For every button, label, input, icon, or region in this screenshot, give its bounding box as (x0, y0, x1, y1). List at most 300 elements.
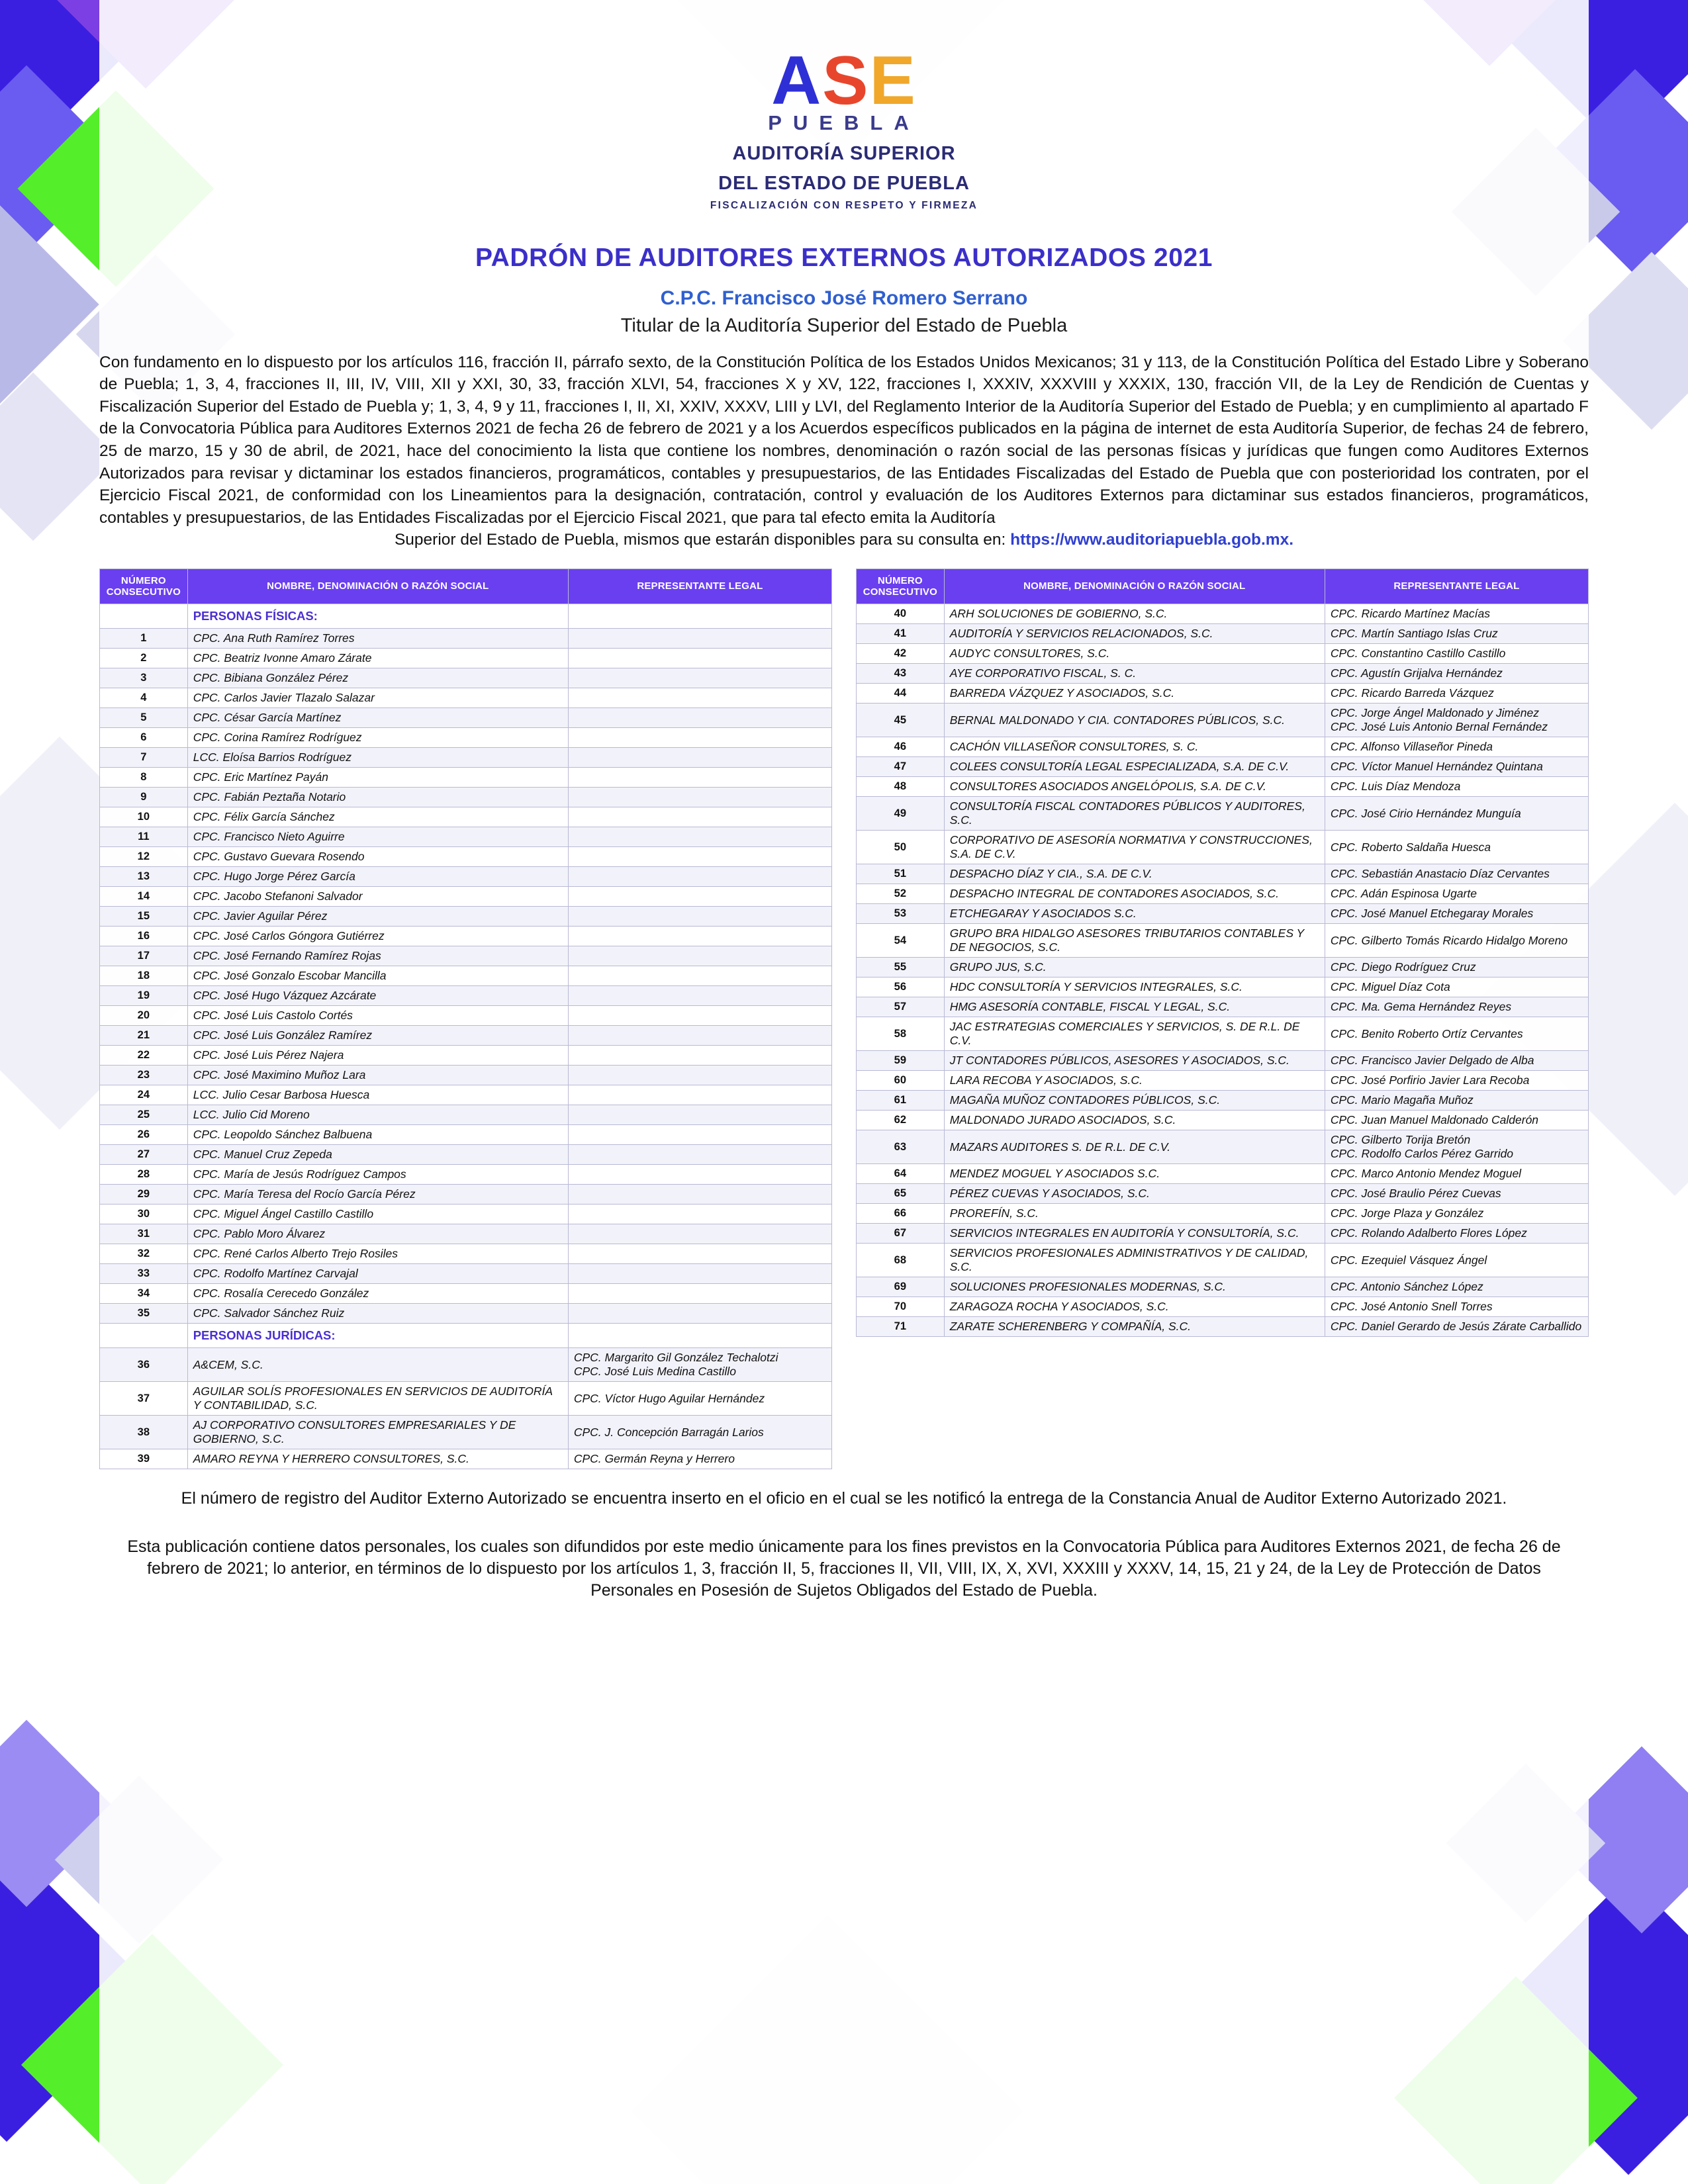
table-row (857, 864, 1589, 884)
table-row (100, 1382, 832, 1416)
table-cell-representative (568, 1165, 831, 1185)
table-cell-number: 41 (857, 624, 945, 644)
official-name: C.P.C. Francisco José Romero Serrano (660, 287, 1028, 309)
table-cell-number: 53 (857, 904, 945, 924)
table-cell-representative (568, 649, 831, 668)
table-cell-number: 70 (857, 1297, 945, 1317)
official-role: Titular de la Auditoría Superior del Estado de Puebla (620, 314, 1068, 336)
table-row (100, 986, 832, 1006)
table-cell-number: 68 (857, 1244, 945, 1277)
table-cell-name: SERVICIOS PROFESIONALES ADMINISTRATIVOS Y DE CALIDAD, S.C. (944, 1244, 1325, 1277)
table-cell-representative (568, 1046, 831, 1066)
table-cell-number: 11 (100, 827, 188, 847)
table-section-header (100, 604, 832, 629)
table-row (857, 1017, 1589, 1051)
table-row (100, 1264, 832, 1284)
table-cell-number: 28 (100, 1165, 188, 1185)
table-cell-representative (568, 1125, 831, 1145)
col-header-number (100, 569, 188, 604)
table-cell-number: 54 (857, 924, 945, 958)
table-cell-name: A&CEM, S.C. (187, 1348, 568, 1382)
table-cell-number: 40 (857, 604, 945, 624)
table-cell-name: CPC. César García Martínez (187, 708, 568, 728)
table-cell-number: 10 (100, 807, 188, 827)
table-cell-name: CPC. José Maximino Muñoz Lara (187, 1066, 568, 1085)
table-cell-name: AYE CORPORATIVO FISCAL, S. C. (944, 664, 1325, 684)
table-row (100, 847, 832, 867)
table-row (100, 688, 832, 708)
table-cell-name: HMG ASESORÍA CONTABLE, FISCAL Y LEGAL, S.C. (944, 997, 1325, 1017)
table-cell-number: 57 (857, 997, 945, 1017)
table-cell-representative: CPC. Gilberto Torija Bretón CPC. Rodolfo Carlos Pérez Garrido (1325, 1130, 1588, 1164)
table-cell-representative: CPC. Francisco Javier Delgado de Alba (1325, 1051, 1588, 1071)
table-cell-representative (568, 748, 831, 768)
table-cell-number: 7 (100, 748, 188, 768)
table-cell-representative (568, 1105, 831, 1125)
table-cell-name: CPC. Rosalía Cerecedo González (187, 1284, 568, 1304)
table-row (100, 748, 832, 768)
table-cell-representative (568, 1145, 831, 1165)
table-header-row (857, 569, 1589, 604)
table-cell-name: CPC. Félix García Sánchez (187, 807, 568, 827)
table-cell-representative (568, 688, 831, 708)
table-row (857, 884, 1589, 904)
table-cell-number: 33 (100, 1264, 188, 1284)
table-cell-representative: CPC. Agustín Grijalva Hernández (1325, 664, 1588, 684)
footer-note-privacy: Esta publicación contiene datos personales, los cuales son difundidos por este medio únicamente para los fines previstos en la Convocatoria Pública para Auditores Externos 2021, de fecha 26 de febrero de 2021; lo anterior, en términos de lo dispuesto por los artículos 1, 3, fracción II, 5, fracciones II, VII, VIII, IX, X, XVI, XXXIII y XXXV, 14, 15, 21 y 24, de la Ley de Protección de Datos Personales en Posesión de Sujetos Obligados del Estado de Puebla. (127, 1537, 1561, 1600)
table-cell-representative (568, 966, 831, 986)
table-cell-name: COLEES CONSULTORÍA LEGAL ESPECIALIZADA, S.A. DE C.V. (944, 757, 1325, 777)
table-row (100, 1165, 832, 1185)
table-cell-number: 43 (857, 664, 945, 684)
table-cell-number: 47 (857, 757, 945, 777)
table-cell-name: CPC. Leopoldo Sánchez Balbuena (187, 1125, 568, 1145)
table-row (857, 978, 1589, 997)
table-row (100, 768, 832, 788)
logo-puebla: PUEBLA (768, 111, 920, 134)
table-cell-representative (568, 1085, 831, 1105)
table-cell-name: JT CONTADORES PÚBLICOS, ASESORES Y ASOCIADOS, S.C. (944, 1051, 1325, 1071)
table-cell-number: 63 (857, 1130, 945, 1164)
table-cell-name: CPC. Eric Martínez Payán (187, 768, 568, 788)
table-cell-name: CPC. Miguel Ángel Castillo Castillo (187, 1205, 568, 1224)
auditors-table-left (99, 569, 832, 1470)
table-cell-representative (568, 1264, 831, 1284)
table-cell-representative (568, 927, 831, 946)
table-cell-number: 29 (100, 1185, 188, 1205)
table-cell-number: 34 (100, 1284, 188, 1304)
table-cell-representative (568, 728, 831, 748)
table-cell-name: LCC. Eloísa Barrios Rodríguez (187, 748, 568, 768)
col-header-representative: REPRESENTANTE LEGAL (1325, 569, 1588, 604)
table-cell-representative: CPC. Ricardo Martínez Macías (1325, 604, 1588, 624)
table-cell-representative (568, 1185, 831, 1205)
table-cell-name: CORPORATIVO DE ASESORÍA NORMATIVA Y CONSTRUCCIONES, S.A. DE C.V. (944, 831, 1325, 864)
table-cell-number: 21 (100, 1026, 188, 1046)
table-row (857, 704, 1589, 737)
table-cell-name: MENDEZ MOGUEL Y ASOCIADOS S.C. (944, 1164, 1325, 1184)
table-cell-number: 35 (100, 1304, 188, 1324)
table-row (100, 1046, 832, 1066)
table-cell-number: 42 (857, 644, 945, 664)
table-left-column (99, 569, 832, 1470)
table-row (857, 604, 1589, 624)
table-cell-name: LCC. Julio Cid Moreno (187, 1105, 568, 1125)
logo-tagline: FISCALIZACIÓN CON RESPETO Y FIRMEZA (710, 199, 978, 211)
table-cell-number: 64 (857, 1164, 945, 1184)
table-cell-name: CONSULTORÍA FISCAL CONTADORES PÚBLICOS Y AUDITORES, S.C. (944, 797, 1325, 831)
table-cell-number: 71 (857, 1317, 945, 1337)
table-row (100, 629, 832, 649)
footer-note-registration: El número de registro del Auditor Externo Autorizado se encuentra inserto en el oficio en el cual se les notificó la entrega de la Constancia Anual de Auditor Externo Autorizado 2021. (181, 1489, 1507, 1508)
table-cell-representative: CPC. Víctor Hugo Aguilar Hernández (568, 1382, 831, 1416)
table-cell-representative: CPC. Miguel Díaz Cota (1325, 978, 1588, 997)
ase-logo (0, 0, 1688, 212)
table-cell-name: BARREDA VÁZQUEZ Y ASOCIADOS, S.C. (944, 684, 1325, 704)
col-header-number-l2: CONSECUTIVO (106, 586, 181, 598)
table-cell-number: 60 (857, 1071, 945, 1091)
table-cell-name: CPC. José Gonzalo Escobar Mancilla (187, 966, 568, 986)
intro-text: Con fundamento en lo dispuesto por los artículos 116, fracción II, párrafo sexto, de la Constitución Política de los Estados Unidos Mexicanos; 31 y 113, de la Constitución Política del Estado Libre y Soberano de Puebla; 1, 3, 4, fracciones II, III, IV, VIII, XII y XXI, 30, 33, fracción XLVI, 54, fracciones X y XV, 122, fracciones I, XXXIV, XXXVIII y XXXIX, 130, fracción VII, de la Ley de Rendición de Cuentas y Fiscalización Superior del Estado de Puebla y; 1, 3, 4, 9 y 11, fracciones I, II, XI, XXIV, XXXV, LIII y LVI, del Reglamento Interior de la Auditoría Superior del Estado de Puebla; y en cumplimiento al apartado F de la Convocatoria Pública para Auditores Externos 2021 de fecha 26 de febrero de 2021 y a los Acuerdos específicos publicados en la página de internet de esta Auditoría Superior, de fechas 24 de febrero, 25 de marzo, 15 y 30 de abril, de 2021, hace del conocimiento la lista que contiene los nombres, denominación o razón social de las personas físicas y jurídicas que fungen como Auditores Externos Autorizados para revisar y dictaminar los estados financieros, programáticos, contables y presupuestarios, de las Entidades Fiscalizadas del Estado de Puebla que con posterioridad los contraten, por el Ejercicio Fiscal 2021, de conformidad con los Lineamientos para la designación, contratación, control y evaluación de los Auditores Externos para dictaminar sus estados financieros, programáticos, contables y presupuestarios, de las Entidades Fiscalizadas por el Ejercicio Fiscal 2021, que para tal efecto emita la Auditoría (99, 353, 1589, 527)
website-link[interactable]: https://www.auditoriapuebla.gob.mx. (1010, 531, 1294, 549)
table-cell-number: 19 (100, 986, 188, 1006)
table-cell-name: CPC. Beatriz Ivonne Amaro Zárate (187, 649, 568, 668)
table-cell-name: CPC. Gustavo Guevara Rosendo (187, 847, 568, 867)
page-title: PADRÓN DE AUDITORES EXTERNOS AUTORIZADOS 2021 (475, 243, 1213, 272)
table-cell-number: 52 (857, 884, 945, 904)
table-cell-name: CPC. José Hugo Vázquez Azcárate (187, 986, 568, 1006)
col-header-name: NOMBRE, DENOMINACIÓN O RAZÓN SOCIAL (944, 569, 1325, 604)
table-cell-representative (568, 847, 831, 867)
table-cell-name: ETCHEGARAY Y ASOCIADOS S.C. (944, 904, 1325, 924)
table-row (100, 1284, 832, 1304)
table-cell-number: 46 (857, 737, 945, 757)
table-cell-number: 62 (857, 1111, 945, 1130)
table-cell-number: 51 (857, 864, 945, 884)
table-row (857, 777, 1589, 797)
table-cell-name: CPC. Carlos Javier Tlazalo Salazar (187, 688, 568, 708)
table-cell-representative: CPC. Benito Roberto Ortíz Cervantes (1325, 1017, 1588, 1051)
intro-lastline-text: Superior del Estado de Puebla, mismos que estarán disponibles para su consulta en: (394, 531, 1011, 549)
table-cell-representative: CPC. Germán Reyna y Herrero (568, 1449, 831, 1469)
table-cell-number: 58 (857, 1017, 945, 1051)
table-row (857, 1111, 1589, 1130)
table-row (857, 958, 1589, 978)
table-cell-name: ARH SOLUCIONES DE GOBIERNO, S.C. (944, 604, 1325, 624)
table-cell-name: ZARATE SCHERENBERG Y COMPAÑÍA, S.C. (944, 1317, 1325, 1337)
table-row (100, 728, 832, 748)
table-cell-name: CPC. Fabián Peztaña Notario (187, 788, 568, 807)
table-cell-representative (568, 1304, 831, 1324)
table-cell-number: 27 (100, 1145, 188, 1165)
table-cell-number: 56 (857, 978, 945, 997)
table-cell-name: CPC. José Luis González Ramírez (187, 1026, 568, 1046)
table-cell-representative: CPC. Roberto Saldaña Huesca (1325, 831, 1588, 864)
table-cell-name: CPC. Javier Aguilar Pérez (187, 907, 568, 927)
table-cell-number: 59 (857, 1051, 945, 1071)
table-cell-representative: CPC. J. Concepción Barragán Larios (568, 1416, 831, 1449)
table-cell-name: PÉREZ CUEVAS Y ASOCIADOS, S.C. (944, 1184, 1325, 1204)
table-cell-number: 49 (857, 797, 945, 831)
table-cell-representative (568, 907, 831, 927)
table-cell-representative: CPC. Adán Espinosa Ugarte (1325, 884, 1588, 904)
table-cell-representative: CPC. José Porfirio Javier Lara Recoba (1325, 1071, 1588, 1091)
table-cell-number: 22 (100, 1046, 188, 1066)
table-cell-name: CPC. Pablo Moro Álvarez (187, 1224, 568, 1244)
logo-institution-line2: DEL ESTADO DE PUEBLA (718, 173, 970, 195)
table-cell-representative (568, 1066, 831, 1085)
table-cell-name: CPC. Hugo Jorge Pérez García (187, 867, 568, 887)
table-cell-number: 8 (100, 768, 188, 788)
table-row (857, 904, 1589, 924)
table-cell-name: CPC. Bibiana González Pérez (187, 668, 568, 688)
table-row (100, 668, 832, 688)
table-cell-number: 32 (100, 1244, 188, 1264)
table-cell-representative: CPC. Rolando Adalberto Flores López (1325, 1224, 1588, 1244)
table-cell-number: 16 (100, 927, 188, 946)
col-header-number-l2: CONSECUTIVO (863, 586, 937, 598)
table-cell-representative (568, 1284, 831, 1304)
table-row (857, 1297, 1589, 1317)
table-cell-name: DESPACHO INTEGRAL DE CONTADORES ASOCIADOS, S.C. (944, 884, 1325, 904)
table-row (857, 1224, 1589, 1244)
table-cell-number: 3 (100, 668, 188, 688)
table-row (857, 1130, 1589, 1164)
table-cell-name: CPC. María de Jesús Rodríguez Campos (187, 1165, 568, 1185)
table-header-row (100, 569, 832, 604)
table-cell-representative (568, 1224, 831, 1244)
table-cell-representative: CPC. Marco Antonio Mendez Moguel (1325, 1164, 1588, 1184)
col-header-representative: REPRESENTANTE LEGAL (568, 569, 831, 604)
table-row (857, 924, 1589, 958)
table-cell-number: 37 (100, 1382, 188, 1416)
table-cell-representative (568, 827, 831, 847)
table-cell-representative: CPC. José Cirio Hernández Munguía (1325, 797, 1588, 831)
table-row (857, 1051, 1589, 1071)
table-cell-name: CPC. Manuel Cruz Zepeda (187, 1145, 568, 1165)
table-cell-name: CPC. María Teresa del Rocío García Pérez (187, 1185, 568, 1205)
table-cell-representative (568, 807, 831, 827)
table-row (100, 1085, 832, 1105)
table-cell-name: CPC. Francisco Nieto Aguirre (187, 827, 568, 847)
table-cell-name: AJ CORPORATIVO CONSULTORES EMPRESARIALES Y DE GOBIERNO, S.C. (187, 1416, 568, 1449)
table-cell-number: 30 (100, 1205, 188, 1224)
table-cell-number: 5 (100, 708, 188, 728)
table-row (100, 946, 832, 966)
table-cell-number: 17 (100, 946, 188, 966)
table-cell-representative: CPC. Margarito Gil González Techalotzi CPC. José Luis Medina Castillo (568, 1348, 831, 1382)
table-cell-name: MALDONADO JURADO ASOCIADOS, S.C. (944, 1111, 1325, 1130)
table-cell-representative: CPC. José Braulio Pérez Cuevas (1325, 1184, 1588, 1204)
table-cell-representative: CPC. Diego Rodríguez Cruz (1325, 958, 1588, 978)
table-cell-number: 23 (100, 1066, 188, 1085)
table-cell-representative (568, 668, 831, 688)
logo-letter-a: A (771, 42, 823, 119)
table-cell-number: 14 (100, 887, 188, 907)
table-cell-number: 55 (857, 958, 945, 978)
table-row (100, 1125, 832, 1145)
table-row (100, 1145, 832, 1165)
table-cell-representative (568, 604, 831, 629)
table-cell-representative: CPC. Jorge Plaza y González (1325, 1204, 1588, 1224)
table-row (857, 1317, 1589, 1337)
table-cell-number: 26 (100, 1125, 188, 1145)
table-cell-name: AMARO REYNA Y HERRERO CONSULTORES, S.C. (187, 1449, 568, 1469)
table-cell-representative: CPC. Constantino Castillo Castillo (1325, 644, 1588, 664)
table-cell-number: 13 (100, 867, 188, 887)
table-row (100, 927, 832, 946)
table-cell-number: 1 (100, 629, 188, 649)
table-section-header (100, 1324, 832, 1348)
table-cell-number: 20 (100, 1006, 188, 1026)
table-cell-name: CPC. Rodolfo Martínez Carvajal (187, 1264, 568, 1284)
table-cell-representative: CPC. Mario Magaña Muñoz (1325, 1091, 1588, 1111)
table-cell-name: PROREFÍN, S.C. (944, 1204, 1325, 1224)
table-cell-name: AGUILAR SOLÍS PROFESIONALES EN SERVICIOS DE AUDITORÍA Y CONTABILIDAD, S.C. (187, 1382, 568, 1416)
table-row (100, 867, 832, 887)
table-cell-name: AUDITORÍA Y SERVICIOS RELACIONADOS, S.C. (944, 624, 1325, 644)
table-row (857, 831, 1589, 864)
table-cell-name: ZARAGOZA ROCHA Y ASOCIADOS, S.C. (944, 1297, 1325, 1317)
logo-letter-e: E (869, 42, 917, 119)
table-cell-number: 45 (857, 704, 945, 737)
table-row (100, 1185, 832, 1205)
table-row (857, 997, 1589, 1017)
table-cell-representative (568, 629, 831, 649)
table-cell-number: 66 (857, 1204, 945, 1224)
table-row (100, 708, 832, 728)
table-cell-representative (568, 946, 831, 966)
table-row (857, 737, 1589, 757)
table-cell-number: 15 (100, 907, 188, 927)
table-cell-name: DESPACHO DÍAZ Y CIA., S.A. DE C.V. (944, 864, 1325, 884)
table-row (100, 1244, 832, 1264)
table-row (857, 1091, 1589, 1111)
table-row (100, 1416, 832, 1449)
table-row (100, 887, 832, 907)
table-cell-number: 38 (100, 1416, 188, 1449)
table-cell-representative: CPC. Gilberto Tomás Ricardo Hidalgo Moreno (1325, 924, 1588, 958)
table-cell-representative: CPC. Alfonso Villaseñor Pineda (1325, 737, 1588, 757)
table-cell-representative: CPC. Luis Díaz Mendoza (1325, 777, 1588, 797)
table-cell-name: MAZARS AUDITORES S. DE R.L. DE C.V. (944, 1130, 1325, 1164)
table-row (100, 1105, 832, 1125)
table-cell-representative (568, 788, 831, 807)
col-header-name: NOMBRE, DENOMINACIÓN O RAZÓN SOCIAL (187, 569, 568, 604)
table-cell-number: 6 (100, 728, 188, 748)
table-cell-name: GRUPO JUS, S.C. (944, 958, 1325, 978)
table-cell-name: CPC. René Carlos Alberto Trejo Rosiles (187, 1244, 568, 1264)
table-cell-name: CPC. José Carlos Góngora Gutiérrez (187, 927, 568, 946)
table-cell-number: 67 (857, 1224, 945, 1244)
table-row (100, 1304, 832, 1324)
table-cell-number: 2 (100, 649, 188, 668)
logo-institution-line1: AUDITORÍA SUPERIOR (732, 143, 956, 164)
table-row (857, 1204, 1589, 1224)
table-row (857, 1071, 1589, 1091)
table-cell-representative (568, 867, 831, 887)
table-cell-number (100, 604, 188, 629)
table-section-label: PERSONAS JURÍDICAS: (187, 1324, 568, 1348)
table-row (100, 807, 832, 827)
table-cell-number: 39 (100, 1449, 188, 1469)
table-cell-number: 25 (100, 1105, 188, 1125)
table-cell-representative: CPC. José Manuel Etchegaray Morales (1325, 904, 1588, 924)
table-row (857, 1244, 1589, 1277)
table-row (857, 1164, 1589, 1184)
table-cell-number: 4 (100, 688, 188, 708)
table-cell-name: HDC CONSULTORÍA Y SERVICIOS INTEGRALES, S.C. (944, 978, 1325, 997)
table-cell-name: CPC. José Fernando Ramírez Rojas (187, 946, 568, 966)
table-cell-number: 48 (857, 777, 945, 797)
table-cell-representative: CPC. Sebastián Anastacio Díaz Cervantes (1325, 864, 1588, 884)
auditors-table-right (856, 569, 1589, 1338)
table-cell-representative (568, 887, 831, 907)
table-row (857, 797, 1589, 831)
table-row (857, 644, 1589, 664)
table-cell-name: CPC. José Luis Castolo Cortés (187, 1006, 568, 1026)
table-cell-name: JAC ESTRATEGIAS COMERCIALES Y SERVICIOS, S. DE R.L. DE C.V. (944, 1017, 1325, 1051)
table-right-column (856, 569, 1589, 1338)
table-cell-name: CPC. José Luis Pérez Najera (187, 1046, 568, 1066)
table-cell-number: 24 (100, 1085, 188, 1105)
table-cell-representative (568, 1006, 831, 1026)
table-cell-number (100, 1324, 188, 1348)
table-cell-name: CONSULTORES ASOCIADOS ANGELÓPOLIS, S.A. DE C.V. (944, 777, 1325, 797)
table-cell-representative: CPC. Ricardo Barreda Vázquez (1325, 684, 1588, 704)
table-cell-representative: CPC. Antonio Sánchez López (1325, 1277, 1588, 1297)
table-cell-name: CPC. Corina Ramírez Rodríguez (187, 728, 568, 748)
table-cell-number: 44 (857, 684, 945, 704)
table-cell-representative: CPC. Ma. Gema Hernández Reyes (1325, 997, 1588, 1017)
table-cell-name: CPC. Jacobo Stefanoni Salvador (187, 887, 568, 907)
table-row (100, 649, 832, 668)
table-cell-representative: CPC. Daniel Gerardo de Jesús Zárate Carballido (1325, 1317, 1588, 1337)
table-cell-representative: CPC. Jorge Ángel Maldonado y Jiménez CPC. José Luis Antonio Bernal Fernández (1325, 704, 1588, 737)
table-body-right (857, 604, 1589, 1337)
table-row (100, 1205, 832, 1224)
table-cell-representative (568, 1026, 831, 1046)
table-cell-name: CACHÓN VILLASEÑOR CONSULTORES, S. C. (944, 737, 1325, 757)
table-cell-representative (568, 708, 831, 728)
table-cell-number: 18 (100, 966, 188, 986)
table-cell-representative: CPC. Ezequiel Vásquez Ángel (1325, 1244, 1588, 1277)
table-cell-number: 69 (857, 1277, 945, 1297)
auditors-tables (99, 569, 1589, 1470)
table-cell-name: MAGAÑA MUÑOZ CONTADORES PÚBLICOS, S.C. (944, 1091, 1325, 1111)
table-cell-number: 31 (100, 1224, 188, 1244)
intro-paragraph (99, 351, 1589, 551)
table-cell-number: 9 (100, 788, 188, 807)
table-body-left (100, 604, 832, 1469)
table-cell-number: 61 (857, 1091, 945, 1111)
table-row (100, 1006, 832, 1026)
col-header-number-l1: NÚMERO (877, 574, 923, 586)
table-cell-representative (568, 986, 831, 1006)
table-cell-name: GRUPO BRA HIDALGO ASESORES TRIBUTARIOS CONTABLES Y DE NEGOCIOS, S.C. (944, 924, 1325, 958)
table-row (100, 966, 832, 986)
table-cell-representative: CPC. José Antonio Snell Torres (1325, 1297, 1588, 1317)
logo-wordmark (0, 42, 1688, 119)
table-cell-representative: CPC. Juan Manuel Maldonado Calderón (1325, 1111, 1588, 1130)
table-cell-name: CPC. Ana Ruth Ramírez Torres (187, 629, 568, 649)
table-cell-number: 36 (100, 1348, 188, 1382)
table-cell-name: LARA RECOBA Y ASOCIADOS, S.C. (944, 1071, 1325, 1091)
table-cell-representative (568, 768, 831, 788)
table-row (857, 1277, 1589, 1297)
intro-lastline (99, 529, 1589, 551)
col-header-number (857, 569, 945, 604)
